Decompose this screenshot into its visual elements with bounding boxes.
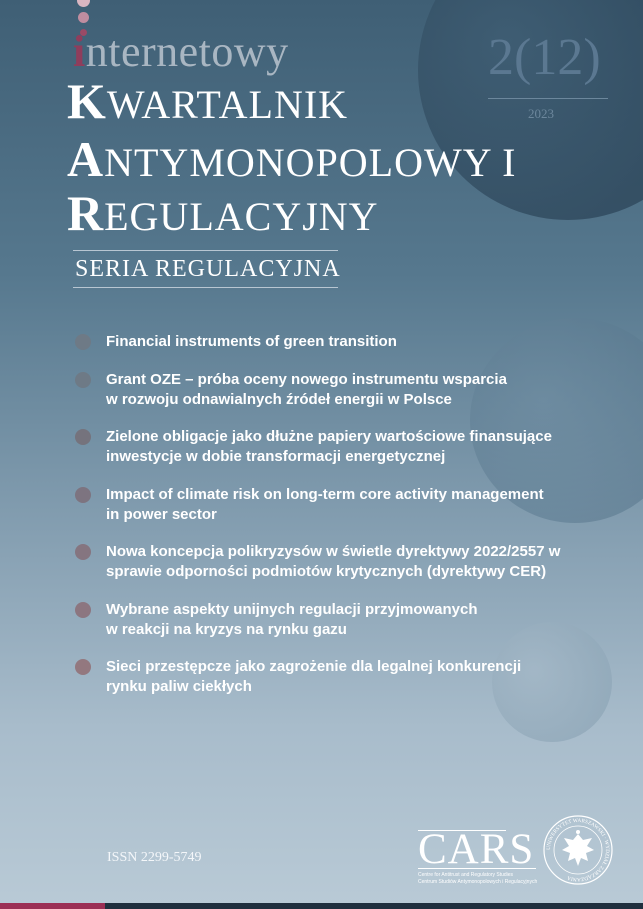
article-item bbox=[75, 657, 615, 697]
article-item bbox=[75, 332, 615, 370]
journal-title-line-3: REGULACYJNY bbox=[67, 185, 379, 241]
article-title: Sieci przestępcze jako zagrożenie dla legalnej konkurencji rynku paliw ciekłych bbox=[106, 658, 522, 695]
decorative-dot bbox=[78, 12, 89, 23]
journal-prefix: internetowy bbox=[73, 27, 289, 76]
divider bbox=[73, 287, 338, 288]
journal-title-line-1: KWARTALNIK bbox=[67, 73, 349, 129]
series-name: SERIA REGULACYJNA bbox=[75, 256, 341, 282]
bullet-icon bbox=[75, 334, 91, 350]
divider bbox=[488, 98, 608, 99]
issn-number: ISSN 2299-5749 bbox=[107, 850, 202, 865]
article-title: Grant OZE – próba oceny nowego instrumentu wsparcia w rozwoju odnawialnych źródeł energii w Polsce bbox=[106, 371, 507, 408]
divider bbox=[73, 250, 338, 251]
bullet-icon bbox=[75, 429, 91, 445]
bullet-icon bbox=[75, 659, 91, 675]
article-item bbox=[75, 542, 615, 600]
decorative-dot bbox=[77, 0, 90, 7]
article-item bbox=[75, 600, 615, 657]
seal-text: UNIWERSYTET WARSZAWSKI · WYDZIAŁ ZARZĄDZANIA bbox=[545, 817, 611, 883]
article-title: Impact of climate risk on long-term core activity management in power sector bbox=[106, 486, 544, 523]
bullet-icon bbox=[75, 487, 91, 503]
article-title: Nowa koncepcja polikryzysów w świetle dyrektywy 2022/2557 w sprawie odporności podmiotów krytycznych (dyrektywy CER) bbox=[106, 543, 561, 580]
article-title: Wybrane aspekty unijnych regulacji przyjmowanych w reakcji na kryzys na rynku gazu bbox=[106, 601, 478, 638]
bottom-accent-bar bbox=[0, 903, 105, 909]
issue-number: 2(12) bbox=[488, 29, 601, 86]
bullet-icon bbox=[75, 602, 91, 618]
article-item bbox=[75, 485, 615, 542]
bullet-icon bbox=[75, 544, 91, 560]
bullet-icon bbox=[75, 372, 91, 388]
article-item bbox=[75, 427, 615, 485]
journal-title-line-2: ANTYMONOPOLOWY I bbox=[67, 131, 517, 187]
article-title: Financial instruments of green transition bbox=[106, 333, 397, 350]
cars-logo-text: CARS bbox=[418, 826, 535, 873]
issue-year: 2023 bbox=[528, 106, 554, 121]
article-title: Zielone obligacje jako dłużne papiery wartościowe finansujące inwestycje w dobie transformacji energetycznej bbox=[106, 428, 552, 465]
cars-subtitle-en: Centre for Antitrust and Regulatory Studies bbox=[418, 872, 514, 878]
cars-subtitle-pl: Centrum Studiów Antymonopolowych i Regulacyjnych bbox=[418, 879, 538, 885]
university-seal-icon bbox=[542, 814, 614, 886]
cars-logo bbox=[418, 818, 538, 888]
article-item bbox=[75, 370, 615, 427]
article-list bbox=[75, 332, 615, 697]
